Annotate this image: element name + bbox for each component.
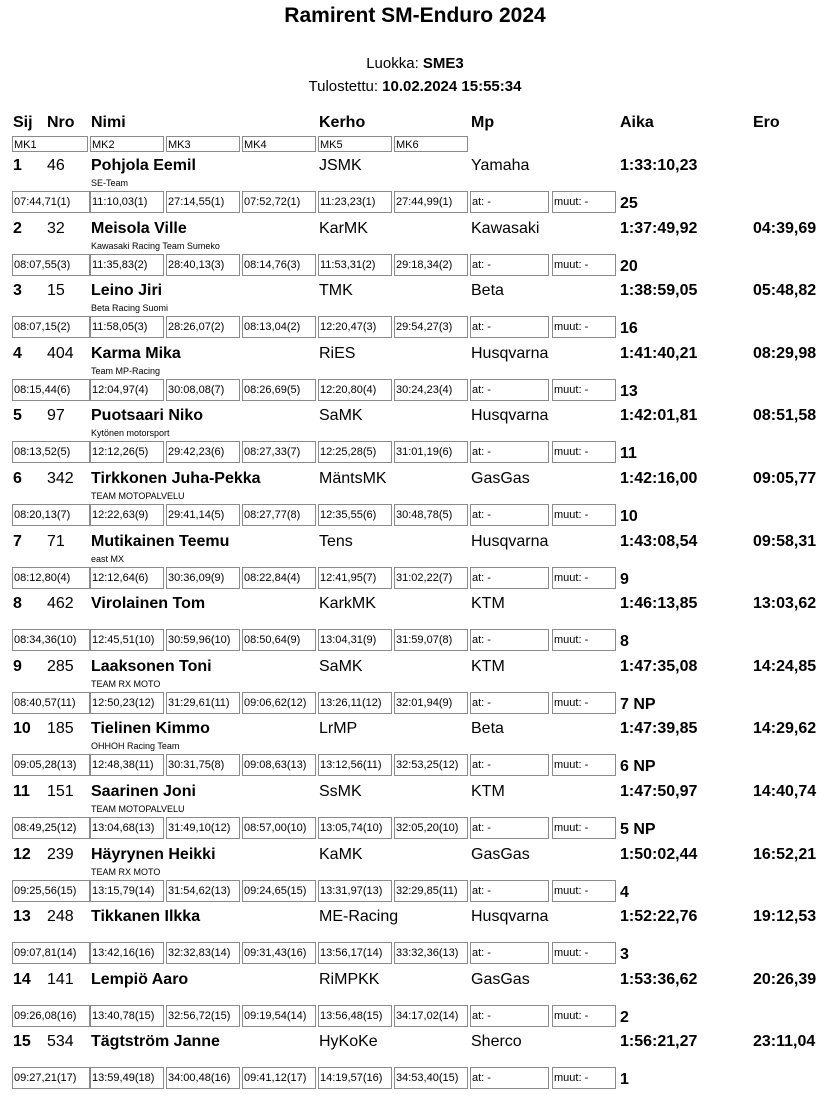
stage-time-mk1: 08:07,55(3) [12, 254, 90, 276]
stage-time-mk5: 12:20,47(3) [318, 316, 392, 338]
total-time: 1:43:08,54 [620, 532, 698, 550]
result-row [0, 719, 830, 782]
rider-name: Pohjola Eemil [91, 157, 196, 174]
bike-make: Beta [471, 720, 504, 738]
stage-time-mk5: 13:05,74(10) [318, 817, 392, 839]
other-penalty: muut: - [552, 629, 616, 651]
other-penalty: muut: - [552, 692, 616, 714]
points: 1 [620, 1071, 629, 1089]
bike-make: Kawasaki [471, 219, 540, 237]
at-penalty: at: - [470, 1005, 549, 1027]
club-name: SaMK [319, 407, 363, 425]
team-name: Beta Racing Suomi [91, 303, 169, 314]
team-name: OHHOH Racing Team [91, 741, 180, 752]
stage-time-mk1: 08:49,25(12) [12, 817, 90, 839]
total-time: 1:42:01,81 [620, 407, 698, 425]
club-name: Tens [319, 532, 353, 550]
stage-time-mk5: 14:19,57(16) [318, 1067, 392, 1089]
header-mk5: MK5 [318, 136, 392, 152]
at-penalty: at: - [470, 504, 549, 526]
time-gap: 04:39,69 [753, 219, 817, 237]
total-time: 1:47:50,97 [620, 783, 698, 800]
stage-time-mk2: 13:42,16(16) [90, 942, 164, 964]
stage-time-mk2: 11:10,03(1) [90, 191, 164, 213]
position: 11 [13, 783, 30, 800]
result-row [0, 469, 830, 532]
stage-time-mk3: 27:14,55(1) [166, 191, 240, 213]
position: 6 [13, 470, 22, 487]
result-row [0, 594, 830, 657]
at-penalty: at: - [470, 1067, 549, 1089]
time-gap: 14:40,74 [753, 783, 817, 800]
stage-time-mk2: 12:45,51(10) [90, 629, 164, 651]
class-line [0, 55, 830, 72]
stage-time-mk3: 31:49,10(12) [166, 817, 240, 839]
header-kerho: Kerho [319, 114, 366, 131]
bike-make: Husqvarna [471, 407, 549, 425]
at-penalty: at: - [470, 880, 549, 902]
result-row [0, 406, 830, 469]
club-name: KarMK [319, 219, 368, 237]
at-penalty: at: - [470, 942, 549, 964]
points: 11 [620, 445, 637, 463]
race-number: 151 [47, 783, 74, 800]
rider-name: Puotsaari Niko [91, 407, 204, 425]
stage-time-mk5: 12:41,95(7) [318, 567, 392, 589]
other-penalty: muut: - [552, 1005, 616, 1027]
result-row [0, 970, 830, 1033]
header-mk6: MK6 [394, 136, 468, 152]
stage-time-mk4: 08:13,04(2) [242, 316, 316, 338]
stage-time-mk3: 30:31,75(8) [166, 754, 240, 776]
points: 5 NP [620, 821, 656, 838]
bike-make: GasGas [471, 470, 530, 487]
bike-make: KTM [471, 595, 505, 613]
at-penalty: at: - [470, 254, 549, 276]
other-penalty: muut: - [552, 504, 616, 526]
total-time: 1:33:10,23 [620, 157, 698, 174]
stage-time-mk2: 13:59,49(18) [90, 1067, 164, 1089]
stage-time-mk3: 28:26,07(2) [166, 316, 240, 338]
stage-time-mk5: 13:12,56(11) [318, 754, 392, 776]
position: 12 [13, 845, 31, 863]
stage-time-mk4: 09:24,65(15) [242, 880, 316, 902]
stage-time-mk1: 09:26,08(16) [12, 1005, 90, 1027]
stage-time-mk5: 13:04,31(9) [318, 629, 392, 651]
other-penalty: muut: - [552, 316, 616, 338]
header-nimi: Nimi [91, 114, 126, 131]
total-time: 1:47:39,85 [620, 720, 698, 738]
race-number: 141 [47, 970, 74, 988]
other-penalty: muut: - [552, 754, 616, 776]
race-number: 534 [47, 1033, 74, 1051]
team-name: Team MP-Racing [91, 365, 161, 376]
stage-time-mk6: 32:05,20(10) [394, 817, 468, 839]
header-mp: Mp [471, 114, 495, 131]
rider-name: Tikkanen Ilkka [91, 908, 201, 926]
bike-make: Husqvarna [471, 908, 549, 926]
club-name: KarkMK [319, 595, 376, 613]
result-row [0, 532, 830, 595]
at-penalty: at: - [470, 629, 549, 651]
team-name: TEAM MOTOPALVELU [91, 491, 185, 501]
result-row [0, 281, 830, 344]
stage-time-mk2: 13:04,68(13) [90, 817, 164, 839]
stage-time-mk6: 30:24,23(4) [394, 379, 468, 401]
result-row [0, 845, 830, 908]
points: 10 [620, 508, 638, 525]
header-mk4: MK4 [242, 136, 316, 152]
stage-time-mk5: 12:20,80(4) [318, 379, 392, 401]
position: 7 [13, 532, 22, 550]
stage-time-mk6: 32:01,94(9) [394, 692, 468, 714]
total-time: 1:53:36,62 [620, 970, 698, 988]
stage-time-mk1: 09:27,21(17) [12, 1067, 90, 1089]
team-name: TEAM RX MOTO [91, 678, 161, 689]
race-number: 32 [47, 219, 65, 237]
stage-time-mk2: 12:22,63(9) [90, 504, 164, 526]
stage-time-mk3: 30:08,08(7) [166, 379, 240, 401]
race-number: 239 [47, 845, 74, 863]
total-time: 1:56:21,27 [620, 1033, 698, 1051]
other-penalty: muut: - [552, 817, 616, 839]
race-number: 342 [47, 470, 74, 487]
time-gap: 09:58,31 [753, 532, 817, 550]
rider-name: Mutikainen Teemu [91, 532, 230, 550]
club-name: SaMK [319, 657, 363, 675]
stage-time-mk6: 29:54,27(3) [394, 316, 468, 338]
rider-name: Saarinen Joni [91, 783, 196, 800]
time-gap: 09:05,77 [753, 470, 817, 487]
stage-time-mk6: 33:32,36(13) [394, 942, 468, 964]
time-gap: 20:26,39 [753, 970, 817, 988]
team-name: SE-Team [91, 178, 129, 188]
position: 1 [13, 157, 22, 174]
header-mk3: MK3 [166, 136, 240, 152]
race-number: 185 [47, 720, 74, 738]
result-row [0, 156, 830, 219]
stage-time-mk1: 07:44,71(1) [12, 191, 90, 213]
page-title: Ramirent SM-Enduro 2024 [284, 4, 546, 27]
bike-make: Husqvarna [471, 532, 549, 550]
stage-time-mk1: 08:20,13(7) [12, 504, 90, 526]
points: 20 [620, 257, 638, 275]
stage-time-mk1: 08:12,80(4) [12, 567, 90, 589]
rider-name: Laaksonen Toni [91, 657, 212, 675]
stage-time-mk5: 12:25,28(5) [318, 441, 392, 463]
stage-time-mk4: 08:27,33(7) [242, 441, 316, 463]
rider-name: Häyrynen Heikki [91, 845, 216, 863]
stage-time-mk4: 08:50,64(9) [242, 629, 316, 651]
race-number: 46 [47, 157, 65, 174]
stage-time-mk3: 29:42,23(6) [166, 441, 240, 463]
total-time: 1:41:40,21 [620, 344, 698, 362]
stage-time-mk5: 13:26,11(12) [318, 692, 392, 714]
stage-time-mk4: 08:27,77(8) [242, 504, 316, 526]
race-number: 285 [47, 657, 74, 675]
club-name: MäntsMK [319, 470, 387, 487]
other-penalty: muut: - [552, 254, 616, 276]
stage-time-mk1: 08:07,15(2) [12, 316, 90, 338]
other-penalty: muut: - [552, 441, 616, 463]
printed-label: Tulostettu: [308, 78, 378, 95]
stage-time-mk3: 28:40,13(3) [166, 254, 240, 276]
time-gap: 19:12,53 [753, 908, 817, 926]
race-number: 248 [47, 908, 74, 926]
result-row [0, 782, 830, 845]
stage-time-mk6: 31:59,07(8) [394, 629, 468, 651]
rider-name: Leino Jiri [91, 282, 163, 300]
bike-make: Husqvarna [471, 344, 549, 362]
time-gap: 08:51,58 [753, 407, 817, 425]
team-name: Kawasaki Racing Team Sumeko [91, 240, 220, 251]
header-ero: Ero [753, 114, 780, 131]
rider-name: Lempiö Aaro [91, 970, 189, 988]
position: 14 [13, 970, 31, 988]
total-time: 1:42:16,00 [620, 470, 698, 487]
points: 7 NP [620, 695, 656, 713]
printed-line [0, 78, 830, 95]
stage-time-mk4: 09:06,62(12) [242, 692, 316, 714]
points: 3 [620, 946, 629, 964]
other-penalty: muut: - [552, 942, 616, 964]
time-gap: 08:29,98 [753, 344, 817, 362]
club-name: LrMP [319, 720, 358, 738]
bike-make: Beta [471, 282, 504, 300]
stage-time-mk4: 08:26,69(5) [242, 379, 316, 401]
stage-time-mk6: 32:29,85(11) [394, 880, 468, 902]
stage-time-mk6: 34:17,02(14) [394, 1005, 468, 1027]
team-name: TEAM RX MOTO [91, 866, 161, 877]
position: 9 [13, 657, 22, 675]
stage-time-mk6: 32:53,25(12) [394, 754, 468, 776]
total-time: 1:38:59,05 [620, 282, 698, 300]
rider-name: Virolainen Tom [91, 595, 206, 613]
other-penalty: muut: - [552, 880, 616, 902]
at-penalty: at: - [470, 191, 549, 213]
stage-time-mk3: 32:32,83(14) [166, 942, 240, 964]
stage-time-mk5: 13:31,97(13) [318, 880, 392, 902]
time-gap: 14:24,85 [753, 657, 817, 675]
rider-name: Karma Mika [91, 344, 181, 362]
at-penalty: at: - [470, 316, 549, 338]
stage-time-mk6: 34:53,40(15) [394, 1067, 468, 1089]
stage-time-mk6: 27:44,99(1) [394, 191, 468, 213]
race-number: 15 [47, 282, 65, 300]
stage-time-mk1: 08:40,57(11) [12, 692, 90, 714]
stage-time-mk4: 09:08,63(13) [242, 754, 316, 776]
stage-time-mk5: 13:56,48(15) [318, 1005, 392, 1027]
race-number: 404 [47, 344, 74, 362]
stage-time-mk6: 31:02,22(7) [394, 567, 468, 589]
header-mk2: MK2 [90, 136, 164, 152]
stage-time-mk3: 31:29,61(11) [166, 692, 240, 714]
stage-time-mk2: 13:40,78(15) [90, 1005, 164, 1027]
header-mk1: MK1 [12, 136, 88, 152]
class-label: Luokka: [366, 55, 419, 72]
total-time: 1:52:22,76 [620, 908, 698, 926]
stage-time-mk3: 31:54,62(13) [166, 880, 240, 902]
stage-time-mk4: 08:57,00(10) [242, 817, 316, 839]
team-name: TEAM MOTOPALVELU [91, 804, 185, 814]
points: 6 NP [620, 758, 656, 776]
team-name: Kytönen motorsport [91, 428, 170, 439]
position: 4 [13, 344, 22, 362]
total-time: 1:50:02,44 [620, 845, 698, 863]
stage-time-mk4: 09:31,43(16) [242, 942, 316, 964]
bike-make: KTM [471, 783, 505, 800]
stage-time-mk1: 09:07,81(14) [12, 942, 90, 964]
race-number: 462 [47, 595, 74, 613]
rider-name: Tielinen Kimmo [91, 720, 210, 738]
rider-name: Meisola Ville [91, 219, 187, 237]
bike-make: KTM [471, 657, 505, 675]
points: 25 [620, 195, 638, 212]
time-gap: 16:52,21 [753, 845, 817, 863]
club-name: JSMK [319, 157, 362, 174]
stage-time-mk4: 09:41,12(17) [242, 1067, 316, 1089]
stage-time-mk6: 30:48,78(5) [394, 504, 468, 526]
bike-make: GasGas [471, 845, 530, 863]
rider-name: Tägtström Janne [91, 1033, 220, 1051]
stage-time-mk1: 08:34,36(10) [12, 629, 90, 651]
other-penalty: muut: - [552, 191, 616, 213]
position: 3 [13, 282, 22, 300]
club-name: ME-Racing [319, 908, 399, 926]
result-row [0, 907, 830, 970]
bike-make: Sherco [471, 1033, 522, 1051]
club-name: HyKoKe [319, 1033, 378, 1051]
points: 8 [620, 633, 629, 651]
stage-time-mk2: 11:58,05(3) [90, 316, 164, 338]
stage-time-mk5: 13:56,17(14) [318, 942, 392, 964]
time-gap: 13:03,62 [753, 595, 817, 613]
stage-time-mk4: 08:14,76(3) [242, 254, 316, 276]
result-row [0, 344, 830, 407]
other-penalty: muut: - [552, 567, 616, 589]
position: 8 [13, 595, 22, 613]
position: 2 [13, 219, 22, 237]
result-row [0, 657, 830, 720]
stage-time-mk2: 12:12,26(5) [90, 441, 164, 463]
stage-time-mk3: 30:59,96(10) [166, 629, 240, 651]
club-name: RiMPKK [319, 970, 380, 988]
stage-time-mk3: 34:00,48(16) [166, 1067, 240, 1089]
race-number: 97 [47, 407, 65, 425]
stage-time-mk3: 30:36,09(9) [166, 567, 240, 589]
other-penalty: muut: - [552, 1067, 616, 1089]
at-penalty: at: - [470, 441, 549, 463]
stage-time-mk2: 12:48,38(11) [90, 754, 164, 776]
stage-time-mk4: 07:52,72(1) [242, 191, 316, 213]
position: 5 [13, 407, 22, 425]
header-aika: Aika [620, 114, 654, 131]
stage-time-mk4: 09:19,54(14) [242, 1005, 316, 1027]
bike-make: GasGas [471, 970, 530, 988]
points: 13 [620, 382, 638, 400]
stage-time-mk2: 12:04,97(4) [90, 379, 164, 401]
stage-time-mk5: 12:35,55(6) [318, 504, 392, 526]
club-name: TMK [319, 282, 353, 300]
stage-time-mk6: 31:01,19(6) [394, 441, 468, 463]
club-name: SsMK [319, 783, 362, 800]
stage-time-mk1: 09:25,56(15) [12, 880, 90, 902]
club-name: KaMK [319, 845, 363, 863]
at-penalty: at: - [470, 817, 549, 839]
stage-time-mk1: 08:13,52(5) [12, 441, 90, 463]
at-penalty: at: - [470, 567, 549, 589]
result-row [0, 219, 830, 282]
time-gap: 14:29,62 [753, 720, 817, 738]
club-name: RiES [319, 344, 356, 362]
stage-time-mk2: 11:35,83(2) [90, 254, 164, 276]
bike-make: Yamaha [471, 157, 530, 174]
time-gap: 23:11,04 [753, 1033, 816, 1051]
stage-time-mk2: 12:50,23(12) [90, 692, 164, 714]
total-time: 1:47:35,08 [620, 657, 698, 675]
points: 16 [620, 320, 638, 338]
at-penalty: at: - [470, 692, 549, 714]
points: 4 [620, 883, 629, 901]
position: 15 [13, 1033, 31, 1051]
at-penalty: at: - [470, 379, 549, 401]
stage-time-mk2: 13:15,79(14) [90, 880, 164, 902]
position: 13 [13, 908, 31, 926]
result-row [0, 1032, 830, 1095]
points: 2 [620, 1008, 629, 1026]
printed-value: 10.02.2024 15:55:34 [382, 78, 522, 95]
total-time: 1:46:13,85 [620, 595, 698, 613]
stage-time-mk3: 32:56,72(15) [166, 1005, 240, 1027]
stage-time-mk1: 08:15,44(6) [12, 379, 90, 401]
race-number: 71 [47, 532, 65, 550]
at-penalty: at: - [470, 754, 549, 776]
header-nro: Nro [47, 114, 75, 131]
stage-time-mk4: 08:22,84(4) [242, 567, 316, 589]
header-sij: Sij [13, 114, 33, 131]
rider-name: Tirkkonen Juha-Pekka [91, 470, 261, 487]
time-gap: 05:48,82 [753, 282, 817, 300]
points: 9 [620, 570, 629, 588]
position: 10 [13, 720, 31, 738]
total-time: 1:37:49,92 [620, 219, 698, 237]
stage-time-mk3: 29:41,14(5) [166, 504, 240, 526]
stage-time-mk2: 12:12,64(6) [90, 567, 164, 589]
stage-time-mk6: 29:18,34(2) [394, 254, 468, 276]
stage-time-mk1: 09:05,28(13) [12, 754, 90, 776]
team-name: east MX [91, 553, 125, 564]
class-value: SME3 [422, 55, 464, 72]
other-penalty: muut: - [552, 379, 616, 401]
stage-time-mk5: 11:53,31(2) [318, 254, 392, 276]
stage-time-mk5: 11:23,23(1) [318, 191, 392, 213]
